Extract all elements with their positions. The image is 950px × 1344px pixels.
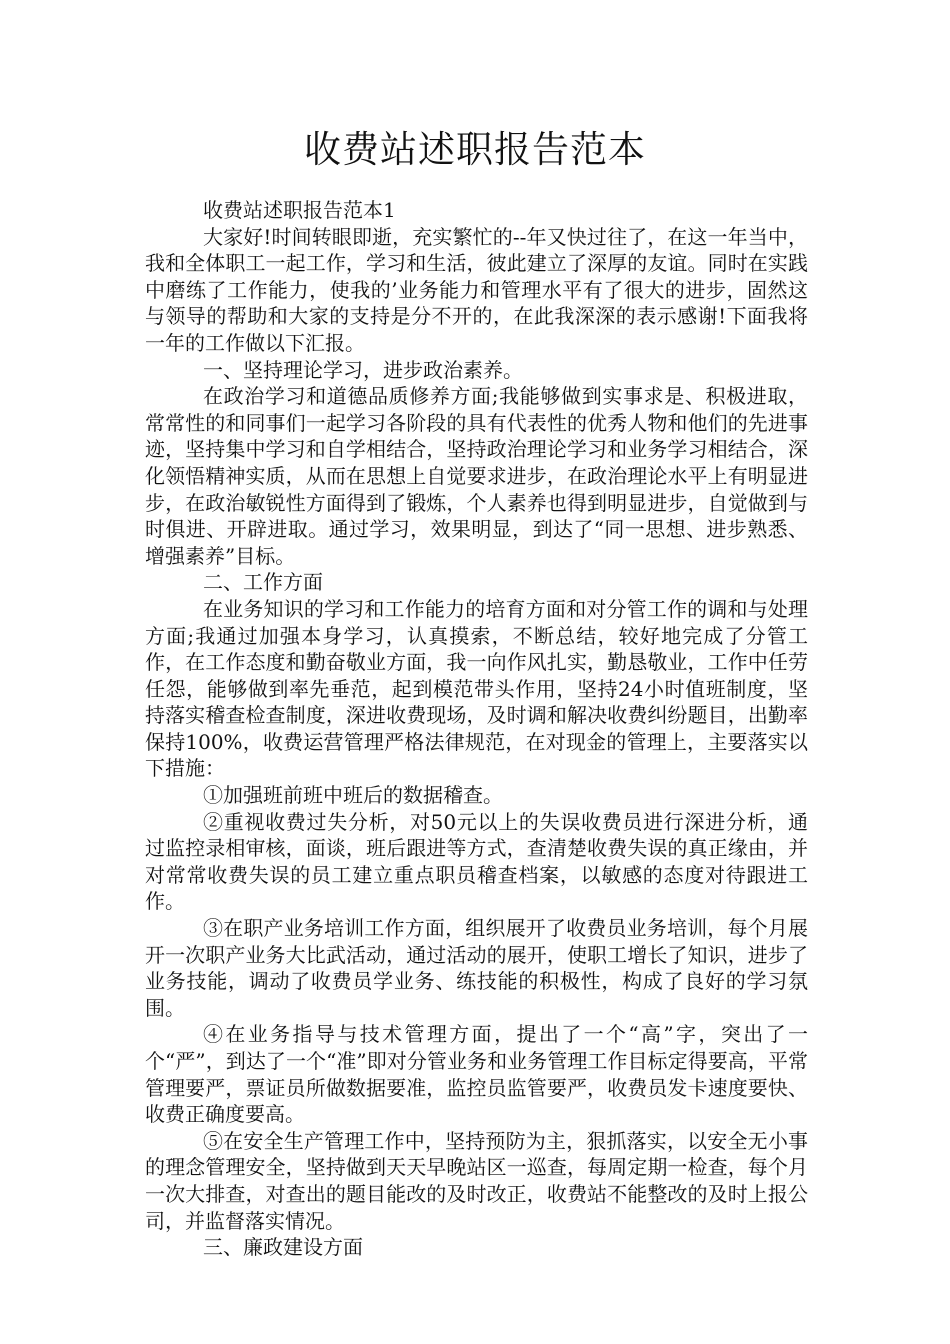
body-paragraph: 在政治学习和道德品质修养方面;我能够做到实事求是、积极进取，常常性的和同事们一起学习各阶段的具有代表性的优秀人物和他们的先进事迹，坚持集中学习和自学相结合，坚持政治理论学习和业务学习相结合，深化领悟精神实质，从而在思想上自觉要求进步，在政治理论水平上有明显进步，在政治敏锐性方面得到了锻炼，个人素养也得到明显进步，自觉做到与时俱进、开辟进取。通过学习，效果明显，到达了“同一思想、进步熟悉、增强素养”目标。 — [145, 384, 808, 568]
list-item: ④在业务指导与技术管理方面，提出了一个“高”字，突出了一个“严”，到达了一个“准”即对分管业务和业务管理工作目标定得要高，平常管理要严，票证员所做数据要准，监控员监管要严，收费员发卡速度要快、收费正确度要高。 — [145, 1022, 808, 1127]
intro-paragraph: 大家好!时间转眼即逝，充实繁忙的--年又快过往了，在这一年当中，我和全体职工一起工作，学习和生活，彼此建立了深厚的友谊。同时在实践中磨练了工作能力，使我的’业务能力和管理水平有了很大的进步，固然这与领导的帮助和大家的支持是分不开的，在此我深深的表示感谢!下面我将一年的工作做以下汇报。 — [145, 224, 808, 355]
section-heading-1: 一、坚持理论学习，进步政治素养。 — [203, 357, 523, 382]
section-heading-3: 三、廉政建设方面 — [203, 1235, 363, 1260]
document-title: 收费站述职报告范本 — [304, 128, 646, 171]
body-paragraph: 在业务知识的学习和工作能力的培育方面和对分管工作的调和与处理方面;我通过加强本身学习，认真摸索，不断总结，较好地完成了分管工作，在工作态度和勤奋敬业方面，我一向作风扎实，勤恳敬业，工作中任劳任怨，能够做到率先垂范，起到模范带头作用，坚持24小时值班制度，坚持落实稽查检查制度，深进收费现场，及时调和解决收费纠纷题目，出勤率保持100%，收费运营管理严格法律规范，在对现金的管理上，主要落实以下措施： — [145, 596, 808, 781]
document-body — [145, 197, 808, 1261]
list-item: ①加强班前班中班后的数据稽查。 — [203, 783, 503, 808]
list-item: ③在职产业务培训工作方面，组织展开了收费员业务培训，每个月展开一次职产业务大比武活动，通过活动的展开，使职工增长了知识，进步了业务技能，调动了收费员学业务、练技能的积极性，构成了良好的学习氛围。 — [145, 916, 808, 1020]
subtitle-paragraph: 收费站述职报告范本1 — [203, 198, 396, 222]
section-heading-2: 二、工作方面 — [203, 570, 323, 595]
list-item: ②重视收费过失分析，对50元以上的失误收费员进行深进分析，通过监控录相审核，面谈，班后跟进等方式，查清楚收费失误的真正缘由，并对常常收费失误的员工建立重点职员稽查档案，以敏感的态度对待跟进工作。 — [145, 809, 808, 914]
list-item: ⑤在安全生产管理工作中，坚持预防为主，狠抓落实，以安全无小事的理念管理安全，坚持做到天天早晚站区一巡查，每周定期一检查，每个月一次大排查，对查出的题目能改的及时改正，收费站不能整改的及时上报公司，并监督落实情况。 — [145, 1128, 808, 1233]
